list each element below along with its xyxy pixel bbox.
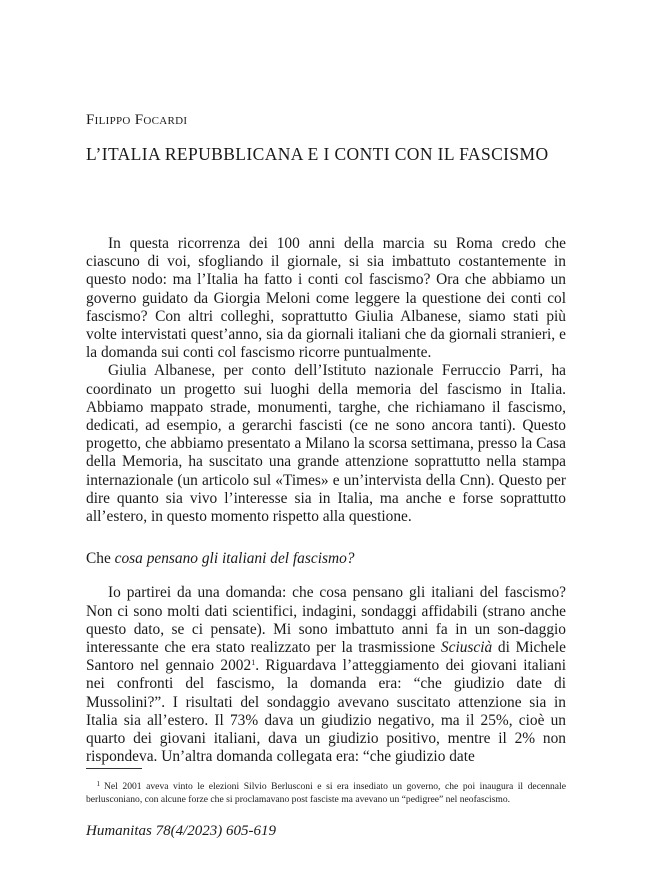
paragraph-1: In questa ricorrenza dei 100 anni della marcia su Roma credo che ciascuno di voi, sfogliando il giornale, si sia imbattuto costantemente in questo nodo: ma l’Italia ha fatto i conti col fascismo? Ora che abbiamo un governo guidato da Giorgia Meloni come leggere la questione dei conti col fascismo? Con altri colleghi, soprattutto Giulia Albanese, siamo stati più volte intervistati quest’anno, sia da giornali italiani che da giornali stranieri, e la domanda sui conti col fascismo ricorre puntualmente. (86, 235, 566, 362)
section-heading (86, 550, 566, 568)
article-body (86, 235, 566, 766)
paragraph-2: Giulia Albanese, per conto dell’Istituto nazionale Ferruccio Parri, ha coordinato un progetto sui luoghi della memoria del fascismo in Italia. Abbiamo mappato strade, monumenti, targhe, che richiamano il fascismo, dedicati, ad esempio, a gerarchi fascisti (ce ne sono ancora tanti). Questo progetto, che abbiamo presentato a Milano la scorsa settimana, presso la Casa della Memoria, ha suscitato una grande attenzione soprattutto nella stampa internazionale (un articolo sul «Times» e un’intervista della Cnn). Questo per dire quanto sia vivo l’interesse sia in Italia, ma anche e forse soprattutto all’estero, in questo momento rispetto alla questione. (86, 362, 566, 526)
section-heading-italic: cosa pensano gli italiani del fascismo? (114, 550, 355, 568)
paragraph-3 (86, 584, 566, 766)
footnote-text: Nel 2001 aveva vinto le elezioni Silvio Berlusconi e si era insediato un governo, che poi inaugura il decennale berlusconiano, con alcune forze che si proclamavano post fasciste ma avevano un “pedigree” nel neofascismo. (86, 781, 566, 805)
footnote (86, 778, 566, 806)
footnote-divider (86, 768, 142, 769)
footnote-number: 1 (96, 780, 100, 788)
footnote-reference[interactable]: 1 (251, 658, 256, 668)
section-heading-prefix: Che (86, 550, 115, 568)
article-title: L’ITALIA REPUBBLICANA E I CONTI CON IL FASCISMO (86, 144, 549, 164)
paragraph-3-part2: di Michele Santoro nel gennaio 2002 (86, 639, 567, 675)
author-name: Filippo Focardi (86, 112, 188, 128)
paragraph-3-part3: . Riguardava l’atteggiamento dei giovani italiani nei confronti del fascismo, la domanda era: “che giudizio date di Mussolini?”. I risultati del sondaggio avevano suscitato attenzione sia in Italia sia all’estero. Il 73% dava un giudizio negativo, ma il 25%, cioè un quarto dei giovani italiani, dava un giudizio positivo, mentre il 2% non rispondeva. Un’altra domanda collegata era: “che giudizio date (86, 657, 566, 766)
journal-citation: Humanitas 78(4/2023) 605-619 (86, 823, 276, 839)
program-title: Sciuscià (440, 639, 493, 657)
paragraph-3-part1: Io partirei da una domanda: che cosa pensano gli italiani del fascismo? Non ci sono molti dati scientifici, indagini, sondaggi affidabili (strano anche questo dato, se ci pensate). Mi sono imbattuto anni fa in un son-daggio interessante che era stato realizzato per la trasmissione (86, 584, 566, 657)
